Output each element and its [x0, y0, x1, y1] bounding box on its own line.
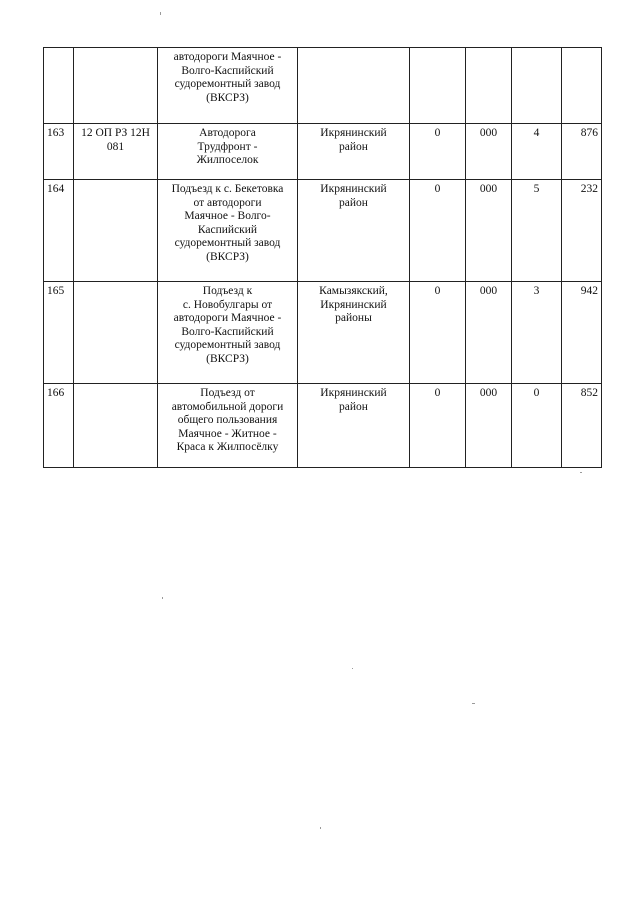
row-number-cell: 163	[44, 124, 74, 180]
value-cell-4: 232	[562, 180, 602, 282]
district-cell: Икрянинский район	[298, 124, 410, 180]
road-code-cell	[74, 48, 158, 124]
road-code-cell	[74, 282, 158, 384]
road-code-cell	[74, 384, 158, 468]
table-row	[44, 282, 602, 384]
value-cell-1: 0	[410, 384, 466, 468]
value-cell-2: 000	[466, 384, 512, 468]
value-cell-2: 000	[466, 282, 512, 384]
district-cell: Икрянинский район	[298, 180, 410, 282]
value-cell-1	[410, 48, 466, 124]
road-registry-table	[43, 47, 602, 468]
scan-speck	[472, 703, 475, 704]
value-cell-4	[562, 48, 602, 124]
table-row	[44, 48, 602, 124]
value-cell-3: 5	[512, 180, 562, 282]
road-name-cell: Подъезд от автомобильной дороги общего пользования Маячное - Житное - Краса к Жилпосёлку	[158, 384, 298, 468]
value-cell-3: 4	[512, 124, 562, 180]
value-cell-1: 0	[410, 180, 466, 282]
value-cell-1: 0	[410, 124, 466, 180]
value-cell-4: 852	[562, 384, 602, 468]
value-cell-1: 0	[410, 282, 466, 384]
scan-speck	[160, 12, 161, 15]
value-cell-4: 942	[562, 282, 602, 384]
value-cell-3: 0	[512, 384, 562, 468]
scan-speck	[320, 827, 321, 829]
row-number-cell: 166	[44, 384, 74, 468]
district-cell: Камызякский, Икрянинский районы	[298, 282, 410, 384]
table-row	[44, 384, 602, 468]
table-row	[44, 124, 602, 180]
scan-speck	[162, 597, 163, 599]
road-code-cell	[74, 180, 158, 282]
road-name-cell: автодороги Маячное - Волго-Каспийский судоремонтный завод (ВКСРЗ)	[158, 48, 298, 124]
road-name-cell: Подъезд к с. Бекетовка от автодороги Маячное - Волго- Каспийский судоремонтный завод (ВКСРЗ)	[158, 180, 298, 282]
value-cell-3: 3	[512, 282, 562, 384]
district-cell	[298, 48, 410, 124]
value-cell-2: 000	[466, 124, 512, 180]
road-name-cell: Автодорога Трудфронт - Жилпоселок	[158, 124, 298, 180]
value-cell-2: 000	[466, 180, 512, 282]
value-cell-4: 876	[562, 124, 602, 180]
value-cell-3	[512, 48, 562, 124]
road-name-cell: Подъезд к с. Новобулгары от автодороги Маячное - Волго-Каспийский судоремонтный завод (ВКСРЗ)	[158, 282, 298, 384]
value-cell-2	[466, 48, 512, 124]
scan-speck	[580, 472, 582, 473]
road-code-cell: 12 ОП РЗ 12Н 081	[74, 124, 158, 180]
table-row	[44, 180, 602, 282]
row-number-cell: 165	[44, 282, 74, 384]
row-number-cell	[44, 48, 74, 124]
district-cell: Икрянинский район	[298, 384, 410, 468]
row-number-cell: 164	[44, 180, 74, 282]
scan-speck	[352, 668, 353, 669]
